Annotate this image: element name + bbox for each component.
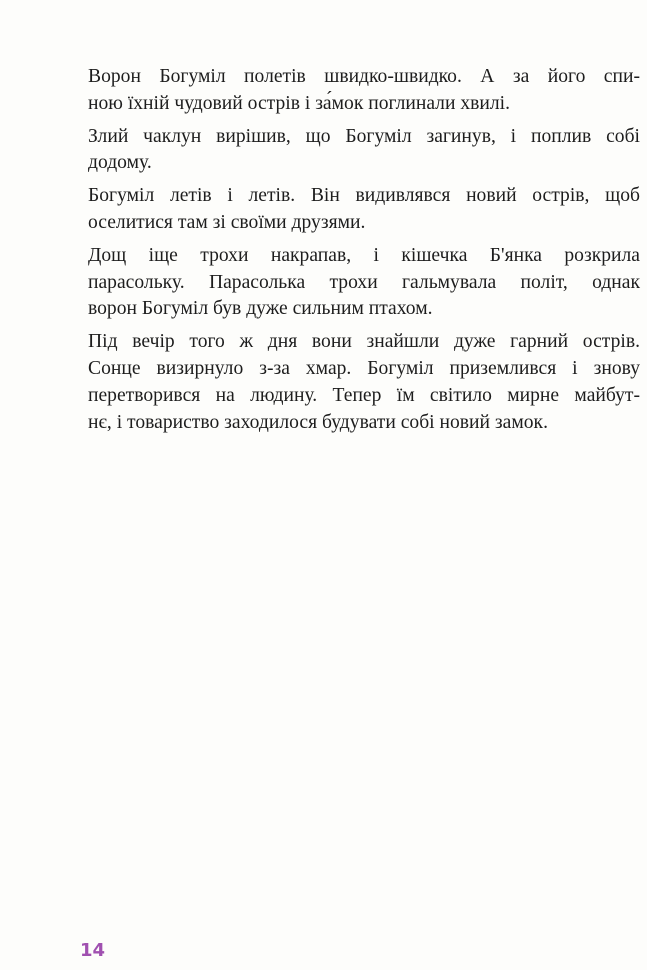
story-text [62, 64, 640, 442]
text-line: оселитися там зі своїми друзями. [88, 211, 366, 233]
text-line: додому. [88, 152, 152, 174]
text-line: Під вечір того ж дня вони знайшли дуже гарний острів. [88, 331, 640, 353]
paragraph-1 [62, 64, 640, 118]
text-line: Сонце визирнуло з-за хмар. Богуміл приземлився і знову [88, 357, 640, 379]
text-line: Богуміл летів і летів. Він видивлявся новий острів, щоб [88, 185, 640, 207]
text-line: нє, і товариство заходилося будувати собі новий замок. [88, 411, 548, 433]
text-line: Злий чаклун вирішив, що Богуміл загинув, і поплив собі [88, 125, 640, 147]
text-line: ворон Богуміл був дуже сильним птахом. [88, 298, 433, 320]
paragraph-3 [62, 183, 640, 237]
text-line: парасольку. Парасолька трохи гальмувала політ, однак [88, 271, 640, 293]
page-number: 14 [80, 940, 106, 961]
text-line: Дощ іще трохи накрапав, і кішечка Б'янка розкрила [88, 244, 640, 266]
text-line: ною їхній чудовий острів і за́мок поглинали хвилі. [88, 92, 511, 114]
text-line: перетворився на людину. Тепер їм світило мирне майбут- [88, 384, 640, 406]
paragraph-4 [62, 243, 640, 323]
text-line: Ворон Богуміл полетів швидко-швидко. А за його спи- [88, 66, 640, 87]
paragraph-5 [62, 329, 640, 436]
paragraph-2 [62, 124, 640, 178]
